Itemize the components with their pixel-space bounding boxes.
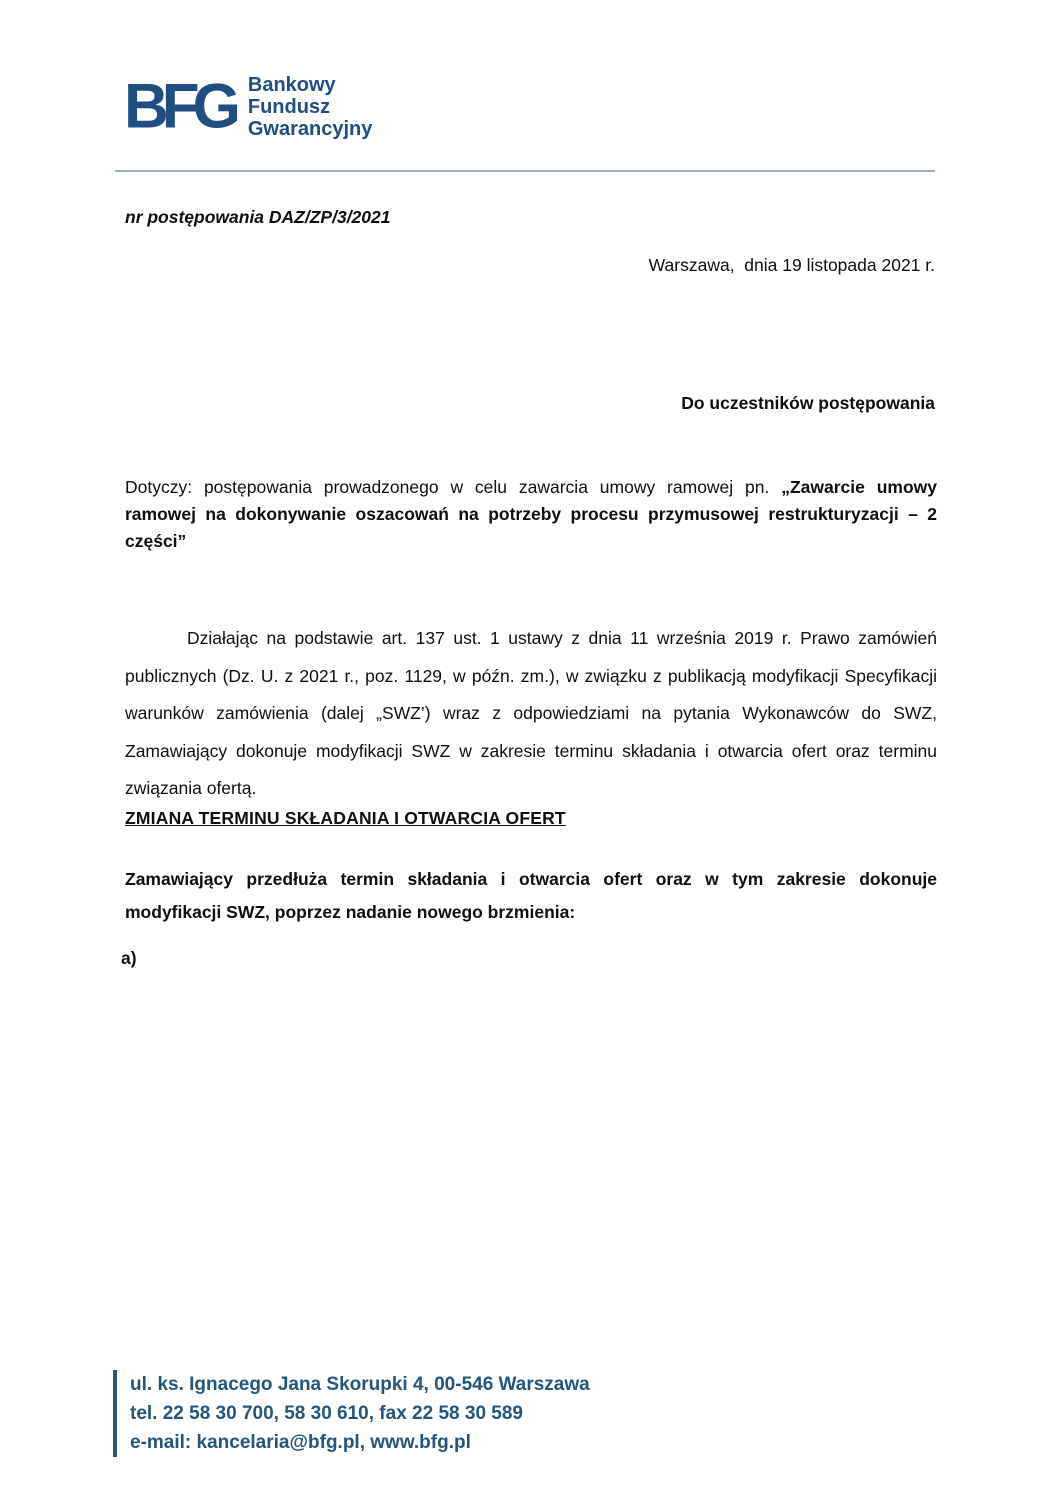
footer-address-line: ul. ks. Ignacego Jana Skorupki 4, 00-546 Warszawa [130, 1374, 590, 1395]
bfg-logo [124, 71, 373, 142]
subject-paragraph [125, 474, 937, 555]
body-paragraph: Działając na podstawie art. 137 ust. 1 ustawy z dnia 11 września 2019 r. Prawo zamówień publicznych (Dz. U. z 2021 r., poz. 1129, w późn. zm.), w związku z publikacją modyfikacji Specyfikacji warunków zamówienia (dalej „SWZ’) wraz z odpowiedziami na pytania Wykonawców do SWZ, Zamawiający dokonuje modyfikacji SWZ w zakresie terminu składania i otwarcia ofert oraz terminu związania ofertą. [125, 628, 937, 798]
bfg-logo-abbr: BFG [124, 71, 234, 142]
logo-name-line-2: Fundusz [247, 96, 331, 118]
footer-phone-line: tel. 22 58 30 700, 58 30 610, fax 22 58 30 589 [130, 1403, 523, 1424]
logo-name-line-3: Gwarancyjny [247, 118, 373, 140]
section-heading: ZMIANA TERMINU SKŁADANIA I OTWARCIA OFERT [125, 808, 566, 828]
bfg-logo-name [248, 74, 373, 140]
list-item-a-label: a) [121, 948, 137, 968]
addressee-line: Do uczestników postępowania [681, 393, 935, 413]
emphasis-paragraph: Zamawiający przedłuża termin składania i otwarcia ofert oraz w tym zakresie dokonuje modyfikacji SWZ, poprzez nadanie nowego brzmienia: [125, 869, 937, 922]
logo-name-line-1: Bankowy [247, 74, 336, 96]
place-date-line: Warszawa, dnia 19 listopada 2021 r. [648, 255, 935, 275]
subject-emphasis: „Zawarcie umowy ramowej na dokonywanie oszacowań na potrzeby procesu przymusowej restrukturyzacji – 2 części” [125, 477, 937, 551]
footer-email-line: e-mail: kancelaria@bfg.pl, www.bfg.pl [130, 1432, 471, 1453]
footer-contact-block [113, 1370, 590, 1457]
header-rule [115, 170, 935, 172]
subject-prefix: Dotyczy: postępowania prowadzonego w celu zawarcia umowy ramowej pn. [125, 477, 782, 497]
procedure-number-line: nr postępowania DAZ/ZP/3/2021 [125, 207, 391, 227]
